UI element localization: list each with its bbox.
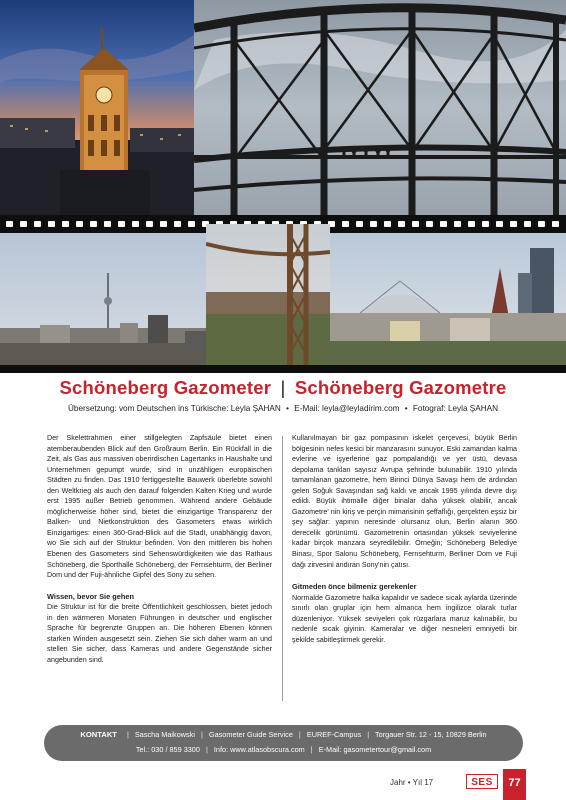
title-turkish: Schöneberg Gazometre (294, 377, 507, 398)
film-perforation (538, 221, 545, 227)
film-perforation (398, 221, 405, 227)
film-strip-bottom (0, 365, 566, 373)
turkish-body: Normalde Gazometre halka kapalıdır ve sadece sıcak aylarda üzerinde sınırlı olan gruplar için hem almanca hem ingilizce olarak turlar düzenleniyor. Yüksek seviyeleri çok rüzgarlara maruz kalınabilir, bu nedenle sıcak giyinin. Kameralar ve diğer nesneleri emniyetli bir şekilde sabitleştirmek gerekir. (292, 593, 517, 644)
ses-logo: SES (466, 774, 498, 789)
film-perforation (118, 221, 125, 227)
photo-berlin-skyline-tv-tower (0, 233, 206, 365)
film-perforation (356, 221, 363, 227)
contact-bar: | (298, 730, 301, 739)
issue-label: Jahr • Yıl 17 (390, 778, 434, 787)
contact-row-2 (44, 745, 523, 754)
photo-gasometer-skeleton-with-visitors (194, 0, 566, 215)
german-heading: Wissen, bevor Sie gehen (47, 591, 135, 601)
film-perforation (62, 221, 69, 227)
contact-row-1 (44, 730, 523, 739)
film-perforation (440, 221, 447, 227)
photo-rathaus-schoeneberg-tower-dusk (0, 0, 194, 215)
film-perforation (20, 221, 27, 227)
title-separator: | (280, 377, 286, 398)
credits-email[interactable]: E-Mail: leyla@leyladirim.com (294, 404, 400, 413)
film-perforation (342, 221, 349, 227)
page-number: 77 (503, 769, 526, 800)
film-perforation (482, 221, 489, 227)
photo-berlin-panorama-sony-center (330, 233, 566, 365)
film-perforation (104, 221, 111, 227)
credits-translation: Übersetzung: vom Deutschen ins Türkische: Leyla ŞAHAN (67, 404, 281, 413)
credits-dot-2: • (404, 404, 408, 413)
contact-bar: | (200, 730, 203, 739)
column-divider (282, 436, 283, 701)
contact-campus: EUREF-Campus (306, 730, 362, 739)
credits-dot-1: • (286, 404, 289, 413)
contact-phone: Tel.: 030 / 859 3300 (135, 745, 200, 754)
credits-photo: Fotograf: Leyla ŞAHAN (412, 404, 499, 413)
film-perforation (426, 221, 433, 227)
contact-bar: | (367, 730, 370, 739)
film-perforation (48, 221, 55, 227)
title-german: Schöneberg Gazometer (59, 377, 272, 398)
film-perforation (370, 221, 377, 227)
german-column (47, 433, 272, 665)
contact-bar: | (205, 745, 208, 754)
german-intro: Der Skelettrahmen einer stillgelegten Zapfsäule bietet einen atemberaubenden Blick auf den Großraum Berlin. Ein Rückfall in die Zeit, als Gas aus massiven oberirdischen Lagertanks in Haushalte und Unternehmen gepumpt wurde, sind in unzähligen europäischen Städten zu finden. Das 1910 fertiggestellte Bauwerk überlebte sowohl den Weltkrieg als auch den darauf folgenden Kalten Krieg und wurde erst 1995 außer Betrieb genommen. Während andere Gebäude möglicherweise höher sind, bietet die einzigartige Transparenz der Balken- und Nietkonstruktion des Gasometers etwas wirklich Einzigartiges: einen 360-Grad-Blick auf die Stadt, unabhängig davon, wo Sie sich auf der Struktur befinden. Von den mittleren bis hohen Ebenen des Gasometers sind Sehenswürdigkeiten wie das Rathaus Schöneberg, die Sporthalle Schöneberg, der Fernsehturm, der Berliner Dom und der Fuji-ähnliche Gipfel des Sony zu sehen. (47, 434, 272, 580)
film-perforation (384, 221, 391, 227)
contact-bar: | (126, 730, 129, 739)
contact-box (44, 725, 523, 761)
turkish-heading: Gitmeden önce bilmeniz gerekenler (292, 582, 417, 592)
contact-email[interactable]: E-Mail: gasometertour@gmail.com (318, 745, 432, 754)
film-perforation (160, 221, 167, 227)
german-body: Die Struktur ist für die breite Öffentlichkeit geschlossen, bietet jedoch in den wärmeren Monaten Führungen in deutscher und englischer Sprache für begrenzte Gruppen an. Die höheren Ebenen können starken Winden ausgesetzt sein. Ziehen Sie sich daher warm an und stellen Sie sicher, dass Kameras und andere Gegenstände sicher angebunden sind. (47, 603, 272, 664)
film-perforation (6, 221, 13, 227)
photo-gasometer-steel-column-closeup (206, 224, 330, 365)
film-perforation (510, 221, 517, 227)
film-perforation (496, 221, 503, 227)
film-perforation (412, 221, 419, 227)
film-perforation (132, 221, 139, 227)
film-perforation (524, 221, 531, 227)
film-perforation (90, 221, 97, 227)
contact-label: KONTAKT (80, 730, 117, 739)
contact-bar: | (310, 745, 313, 754)
film-perforation (174, 221, 181, 227)
contact-name: Sascha Maikowski (134, 730, 195, 739)
film-perforation (34, 221, 41, 227)
film-perforation (552, 221, 559, 227)
turkish-intro: Kullanılmayan bir gaz pompasının iskelet çerçevesi, büyük Berlin bölgesinin nefes kesici bir manzarasını sunuyor. Eski zamandan kalma evlerine ve işyerlerine gaz pompalandığı ve yer üstü, devasa depolama tankları sayısız Avrupa şehrinde bulunabilir. 1910 yılında tamamlanan gazometre, hem Birinci Dünya Savaşı hem de ardından gelen Soğuk Savaşından sağ kaldı ve ancak 1995 yılında devre dışı edildi. Büyük ihtimalle diğer binalar daha yüksek olabilir, ancak Gazometre' nin kiriş ve perçin mimarisinin şeffaflığı, gerçekten eşsiz bir şey sağlar: yapının neresinde olursanız olun, Berlin alanın 360 derecelik görünümü. Gazometrenin ortasından yüksek seviyelerine kadar birçok manzara seyredilebilir. Örneğin; Schöneberg Belediye Binası, Spor Salonu Schöneberg, Fernsehturm, Berliner Dom ve Fuji dağı zirvesini andıran Sony'nin çatısı. (292, 434, 517, 569)
film-perforation (146, 221, 153, 227)
contact-web[interactable]: Info: www.atlasobscura.com (213, 745, 305, 754)
film-perforation (468, 221, 475, 227)
contact-address: Torgauer Str. 12 - 15, 10829 Berlin (375, 730, 487, 739)
film-perforation (454, 221, 461, 227)
film-perforation (76, 221, 83, 227)
article-title (0, 377, 566, 399)
credits-line (0, 404, 566, 413)
contact-organization: Gasometer Guide Service (208, 730, 293, 739)
turkish-column (292, 433, 517, 645)
film-perforation (188, 221, 195, 227)
